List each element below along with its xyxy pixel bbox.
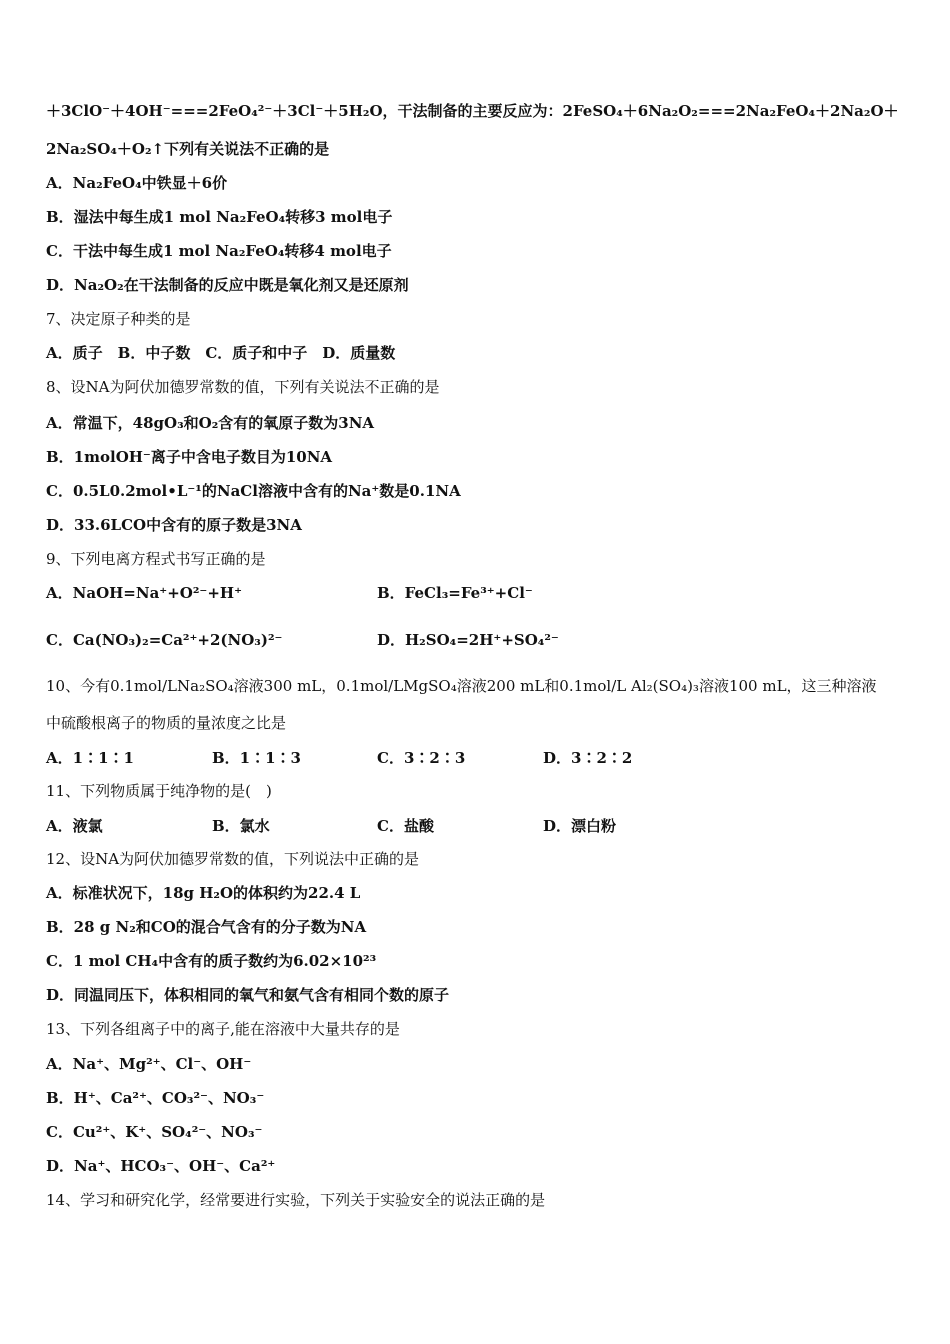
- q11-option-b: B．氯水: [212, 817, 270, 835]
- q14-stem: 14、学习和研究化学，经常要进行实验，下列关于实验安全的说法正确的是: [46, 1191, 546, 1209]
- q11-stem: 11、下列物质属于纯净物的是( ): [46, 782, 272, 800]
- q13-option-d: D．Na⁺、HCO₃⁻、OH⁻、Ca²⁺: [46, 1157, 276, 1175]
- q8-option-d: D．33.6LCO中含有的原子数是3NA: [46, 516, 302, 534]
- q10-option-c: C．3∶2∶3: [377, 749, 466, 767]
- q6-reaction-line-1: ＋3ClO⁻＋4OH⁻===2FeO₄²⁻＋3Cl⁻＋5H₂O，干法制备的主要反应为：2FeSO₄＋6Na₂O₂===2Na₂FeO₄＋2Na₂O＋: [46, 102, 899, 120]
- q9-option-c: C．Ca(NO₃)₂=Ca²⁺+2(NO₃)²⁻: [46, 631, 283, 649]
- q12-option-b: B．28 g N₂和CO的混合气含有的分子数为NA: [46, 918, 367, 936]
- q6-option-a: A．Na₂FeO₄中铁显＋6价: [46, 174, 228, 192]
- q12-option-a: A．标准状况下，18g H₂O的体积约为22.4 L: [46, 884, 361, 902]
- q10-option-b: B．1∶1∶3: [212, 749, 301, 767]
- q9-option-a: A．NaOH=Na⁺+O²⁻+H⁺: [46, 584, 243, 602]
- q12-option-c: C．1 mol CH₄中含有的质子数约为6.02×10²³: [46, 952, 377, 970]
- q13-stem: 13、下列各组离子中的离子,能在溶液中大量共存的是: [46, 1020, 400, 1038]
- q13-option-a: A．Na⁺、Mg²⁺、Cl⁻、OH⁻: [46, 1055, 252, 1073]
- q8-option-b: B．1molOH⁻离子中含电子数目为10NA: [46, 448, 333, 466]
- q11-option-c: C．盐酸: [377, 817, 434, 835]
- q7-stem: 7、决定原子种类的是: [46, 310, 191, 328]
- q8-option-c: C．0.5L0.2mol•L⁻¹的NaCl溶液中含有的Na⁺数是0.1NA: [46, 482, 461, 500]
- q10-option-a: A．1∶1∶1: [46, 749, 134, 767]
- q8-stem: 8、设NA为阿伏加德罗常数的值，下列有关说法不正确的是: [46, 378, 440, 396]
- q9-option-b: B．FeCl₃=Fe³⁺+Cl⁻: [377, 584, 533, 602]
- q10-option-d: D．3∶2∶2: [543, 749, 633, 767]
- q6-option-c: C．干法中每生成1 mol Na₂FeO₄转移4 mol电子: [46, 242, 392, 260]
- q6-reaction-line-2: 2Na₂SO₄＋O₂↑下列有关说法不正确的是: [46, 140, 330, 158]
- q9-option-d: D．H₂SO₄=2H⁺+SO₄²⁻: [377, 631, 559, 649]
- q13-option-b: B．H⁺、Ca²⁺、CO₃²⁻、NO₃⁻: [46, 1089, 265, 1107]
- q10-stem-line-1: 10、今有0.1mol/LNa₂SO₄溶液300 mL，0.1mol/LMgSO₄溶液200 mL和0.1mol/L Al₂(SO₄)₃溶液100 mL，这三种溶液: [46, 677, 877, 695]
- q8-option-a: A．常温下，48gO₃和O₂含有的氧原子数为3NA: [46, 414, 375, 432]
- q13-option-c: C．Cu²⁺、K⁺、SO₄²⁻、NO₃⁻: [46, 1123, 263, 1141]
- q7-options: A．质子 B．中子数 C．质子和中子 D．质量数: [46, 344, 396, 362]
- q12-option-d: D．同温同压下，体积相同的氧气和氨气含有相同个数的原子: [46, 986, 450, 1004]
- q9-stem: 9、下列电离方程式书写正确的是: [46, 550, 266, 568]
- q11-option-d: D．漂白粉: [543, 817, 617, 835]
- q11-option-a: A．液氯: [46, 817, 103, 835]
- q6-option-d: D．Na₂O₂在干法制备的反应中既是氧化剂又是还原剂: [46, 276, 409, 294]
- q10-stem-line-2: 中硫酸根离子的物质的量浓度之比是: [46, 714, 287, 732]
- q6-option-b: B．湿法中每生成1 mol Na₂FeO₄转移3 mol电子: [46, 208, 393, 226]
- q12-stem: 12、设NA为阿伏加德罗常数的值，下列说法中正确的是: [46, 850, 420, 868]
